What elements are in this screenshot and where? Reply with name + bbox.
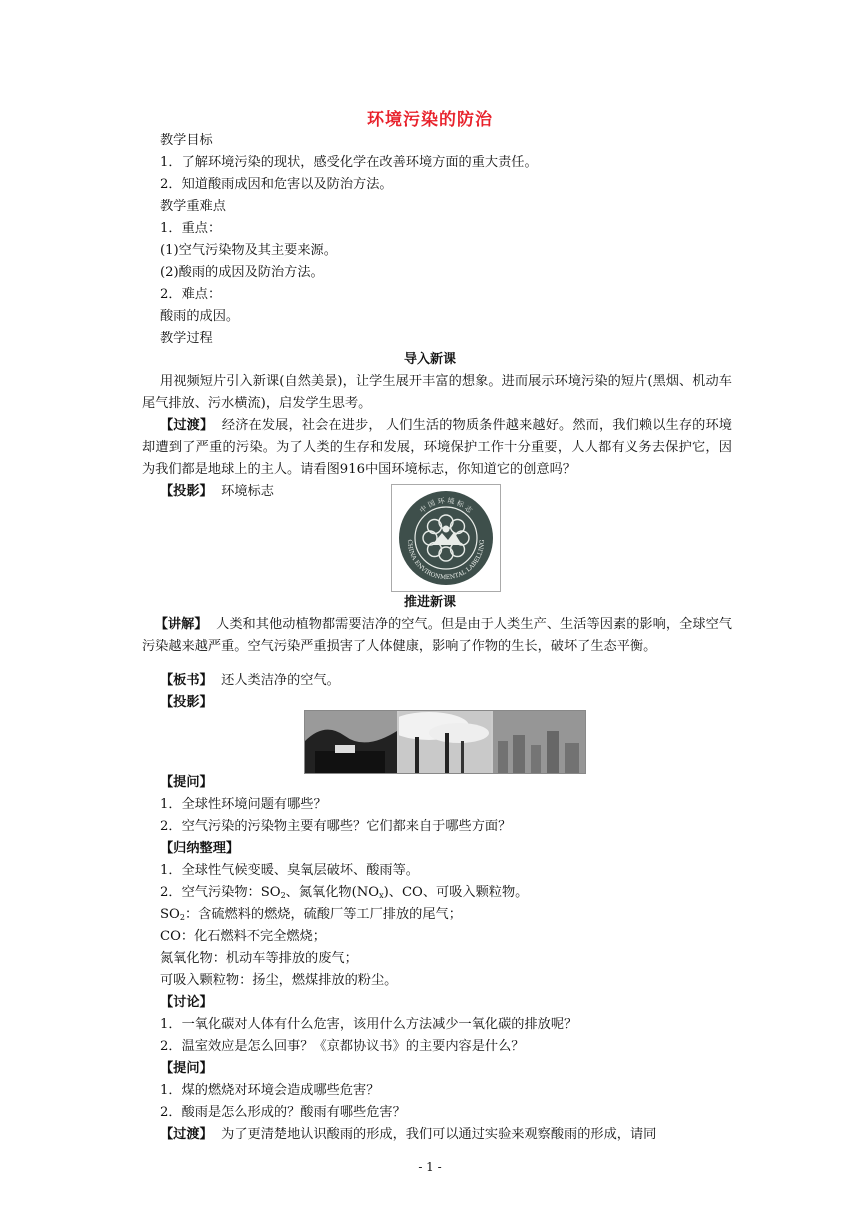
- lecture-paragraph: [142, 614, 732, 658]
- summary-label: 【归纳整理】: [160, 841, 240, 856]
- difficulty-heading: 2．难点：: [160, 287, 222, 302]
- key-point: 1．重点：: [160, 221, 222, 236]
- nox-line: 氮氧化物：机动车等排放的废气；: [160, 951, 358, 966]
- pm-line: 可吸入颗粒物：扬尘，燃煤排放的粉尘。: [160, 973, 398, 988]
- logo-text-cn: 中 国 环 境 标 志: [418, 496, 474, 515]
- subscript-x: x: [379, 891, 384, 900]
- logo-text-en: CHINA ENVIRONMENTAL LABELLING: [405, 539, 487, 582]
- projection-line: [160, 481, 274, 503]
- so2-formula: SO: [160, 907, 180, 922]
- page-title: 环境污染的防治: [367, 110, 493, 130]
- process-heading: 教学过程: [160, 331, 213, 346]
- question2-label: 【提问】: [160, 1061, 213, 1076]
- question-label: 【提问】: [160, 775, 213, 790]
- chimney-photo: [399, 711, 491, 773]
- question-2: 2．空气污染的污染物主要有哪些？它们都来自于哪些方面？: [160, 819, 512, 834]
- smog-city-photo: [493, 711, 585, 773]
- board-text: 还人类洁净的空气。: [221, 673, 340, 688]
- transition-paragraph: [142, 415, 732, 481]
- summary-2-a: 2．空气污染物：SO: [160, 885, 281, 900]
- board-line: [160, 670, 340, 692]
- discuss-label: 【讨论】: [160, 995, 213, 1010]
- discuss-2: 2．温室效应是怎么回事？《京都协议书》的主要内容是什么？: [160, 1039, 525, 1054]
- smoke-photo: [305, 711, 397, 773]
- projection-label: 【投影】: [160, 484, 213, 499]
- key-heading: 教学重难点: [160, 199, 226, 214]
- section-new-heading: 推进新课: [403, 595, 456, 610]
- subscript-2: 2: [280, 891, 286, 900]
- projection2-label: 【投影】: [160, 695, 213, 710]
- transition-label: 【过渡】: [160, 418, 214, 433]
- summary-2-c: )、CO、可吸入颗粒物。: [383, 885, 529, 900]
- co-line: CO：化石燃料不完全燃烧；: [160, 929, 326, 944]
- intro-paragraph: 用视频短片引入新课(自然美景)，让学生展开丰富的想象。进而展示环境污染的短片(黑烟、机动车尾气排放、污水横流)，启发学生思考。: [142, 374, 732, 411]
- transition-text: 经济在发展，社会在进步， 人们生活的物质条件越来越好。然而，我们赖以生存的环境却遭到了严重的污染。为了人类的生存和发展，环境保护工作十分重要，人人都有义务去保护它，因为我们都是地球上的主人。请看图916中国环境标志，你知道它的创意吗？: [142, 418, 732, 477]
- so2-source: ：含硫燃料的燃烧，硫酸厂等工厂排放的尾气；: [184, 907, 462, 922]
- lecture-label: 【讲解】: [154, 617, 208, 632]
- lecture-text: 人类和其他动植物都需要洁净的空气。但是由于人类生产、生活等因素的影响，全球空气污染越来越严重。空气污染严重损害了人体健康，影响了作物的生长，破坏了生态平衡。: [142, 617, 732, 654]
- objective-1: 1．了解环境污染的现状，感受化学在改善环境方面的重大责任。: [160, 155, 538, 170]
- page-number: - 1 -: [418, 1160, 442, 1174]
- pollution-photos: [304, 710, 586, 774]
- board-label: 【板书】: [160, 673, 213, 688]
- summary-1: 1．全球性气候变暖、臭氧层破坏、酸雨等。: [160, 863, 419, 878]
- question-1: 1．全球性环境问题有哪些？: [160, 797, 327, 812]
- question-3: 1．煤的燃烧对环境会造成哪些危害？: [160, 1083, 380, 1098]
- objective-2: 2．知道酸雨成因和危害以及防治方法。: [160, 177, 393, 192]
- projection-text: 环境标志: [221, 484, 274, 499]
- key-item-2: (2)酸雨的成因及防治方法。: [160, 265, 324, 280]
- difficulty-text: 酸雨的成因。: [160, 309, 240, 324]
- section-intro-heading: 导入新课: [403, 352, 456, 367]
- transition2-line: [160, 1124, 735, 1146]
- subscript-2: 2: [179, 913, 185, 922]
- summary-2-b: 、氮氧化物(NO: [285, 885, 380, 900]
- key-item-1: (1)空气污染物及其主要来源。: [160, 243, 337, 258]
- environmental-label-logo: [391, 484, 501, 592]
- transition2-label: 【过渡】: [160, 1127, 213, 1142]
- objectives-heading: 教学目标: [160, 133, 213, 148]
- question-4: 2．酸雨是怎么形成的？酸雨有哪些危害？: [160, 1105, 406, 1120]
- transition2-text: 为了更清楚地认识酸雨的形成，我们可以通过实验来观察酸雨的形成，请同: [221, 1127, 657, 1142]
- discuss-1: 1．一氧化碳对人体有什么危害，该用什么方法减少一氧化碳的排放呢？: [160, 1017, 578, 1032]
